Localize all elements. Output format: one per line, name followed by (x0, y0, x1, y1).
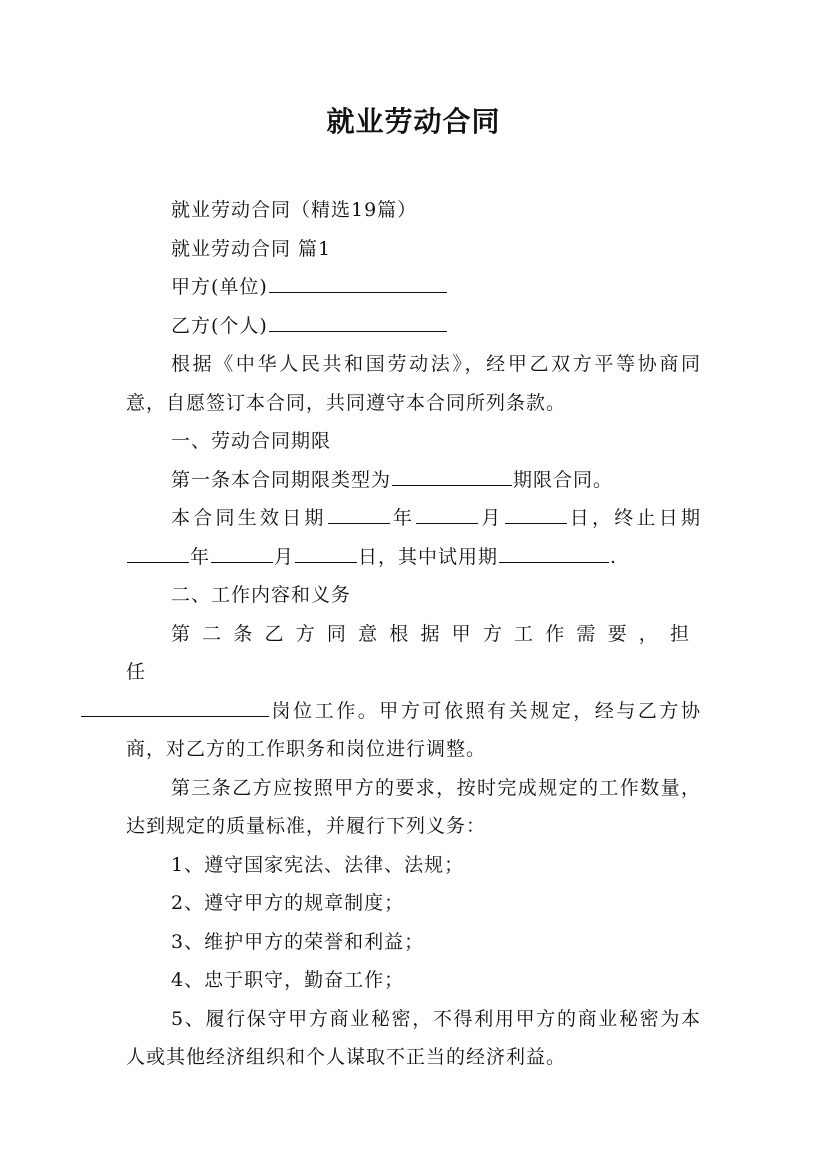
effective-date-line (126, 499, 701, 538)
year-label: 年 (390, 507, 416, 529)
end-date-line (126, 538, 701, 577)
heading-work-duties: 二、工作内容和义务 (171, 584, 352, 606)
month-label: 月 (479, 507, 504, 529)
duty-item-5: 5、履行保守甲方商业秘密，不得利用甲方的商业秘密为本人或其他经济组织和个人谋取不正当的经济利益。 (126, 1007, 701, 1068)
article-1-text: 第一条本合同期限类型为 (171, 468, 392, 491)
contract-type-blank (392, 463, 512, 486)
intro-paragraph: 根据《中华人民共和国劳动法》，经甲乙双方平等协商同意，自愿签订本合同，共同遵守本合同所列条款。 (126, 353, 701, 414)
duty-item-2: 2、遵守甲方的规章制度； (171, 892, 405, 914)
end-month-blank (211, 540, 273, 563)
probation-blank (499, 540, 609, 563)
article-2-text: 第二条乙方同意根据甲方工作需要，担任 (126, 622, 701, 683)
month-label-2: 月 (274, 545, 295, 568)
effective-date-label: 本合同生效日期 (171, 507, 327, 529)
article-3: 第三条乙方应按照甲方的要求，按时完成规定的工作数量，达到规定的质量标准，并履行下列义务： (126, 776, 701, 837)
period-mark: . (610, 545, 618, 568)
duty-item-1: 1、遵守国家宪法、法律、法规； (171, 853, 465, 876)
party-b-line (126, 307, 701, 346)
start-month-blank (416, 501, 478, 524)
party-b-blank (269, 309, 447, 332)
article-2-tail: 岗位工作。甲方可依照有关规定，经与乙方协商，对乙方的工作职务和岗位进行调整。 (126, 699, 701, 760)
article-1 (126, 461, 701, 500)
party-b-label: 乙方(个人) (171, 314, 268, 337)
heading-contract-term: 一、劳动合同期限 (171, 430, 332, 452)
duty-item-4: 4、忠于职守，勤奋工作； (171, 969, 405, 991)
end-day-blank (295, 540, 357, 563)
document-body (126, 191, 701, 1077)
probation-label: 日，其中试用期 (358, 545, 499, 568)
article-2 (126, 615, 701, 769)
subtitle: 就业劳动合同（精选19篇） (171, 199, 418, 221)
document-title: 就业劳动合同 (326, 105, 501, 138)
duty-item-3: 3、维护甲方的荣誉和利益； (171, 930, 425, 953)
start-year-blank (328, 501, 390, 524)
party-a-line (126, 268, 701, 307)
year-label-2: 年 (190, 545, 211, 568)
start-day-blank (505, 501, 567, 524)
end-year-blank (127, 540, 189, 563)
article-1-tail: 期限合同。 (513, 468, 614, 491)
party-a-label: 甲方(单位) (171, 276, 268, 298)
party-a-blank (269, 270, 447, 293)
end-date-label: 日，终止日期 (567, 507, 701, 529)
section-heading: 就业劳动合同 篇1 (171, 237, 332, 260)
position-blank (81, 694, 269, 717)
